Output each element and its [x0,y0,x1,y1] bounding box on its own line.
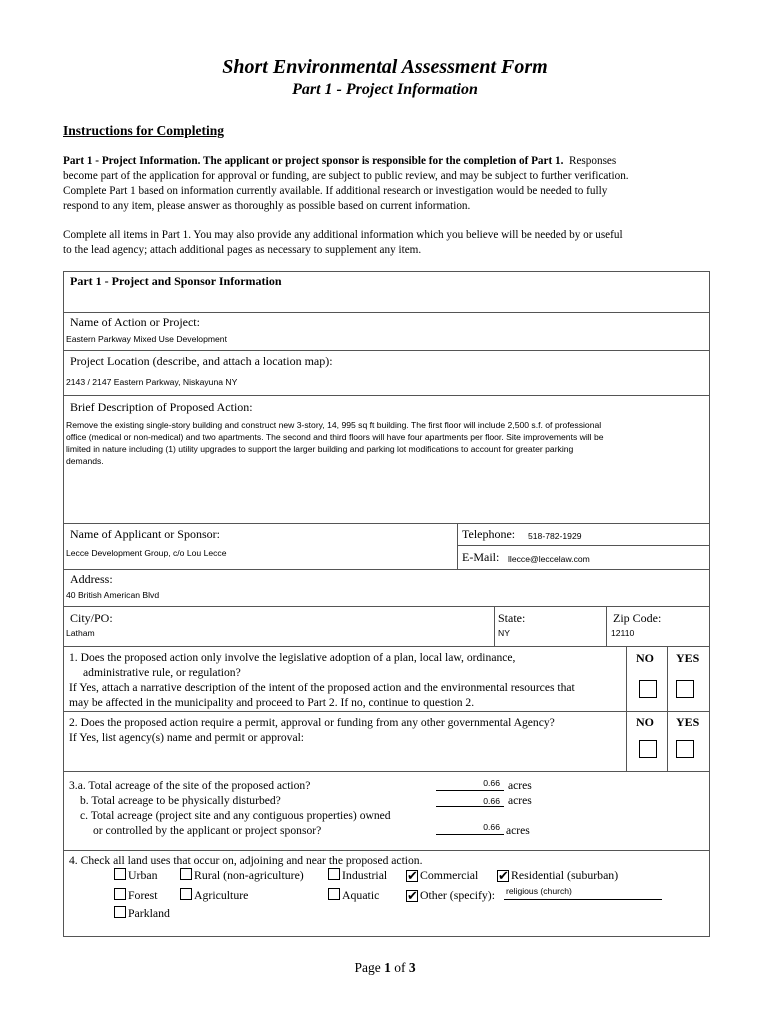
description-line: limited in nature including (1) utility upgrades to support the larger building and parking lot modifications to account for greater parking [66,444,574,454]
question-3a-text: 3.a. Total acreage of the site of the proposed action? [69,779,311,792]
acreage-b-value: 0.66 [483,796,500,806]
page-current: 1 [384,960,391,975]
other-label: Other (specify): [420,888,496,902]
parkland-label: Parkland [128,906,170,920]
check-mark-icon: ✔ [407,868,418,883]
form-subtitle: Part 1 - Project Information [292,81,478,98]
question-1 [69,650,625,710]
commercial-label: Commercial [420,868,479,882]
q2-yes-header: YES [676,715,700,729]
description-line: demands. [66,456,104,466]
zip-field[interactable]: 12110 [611,628,635,638]
description-label: Brief Description of Proposed Action: [70,400,253,414]
action-name-label: Name of Action or Project: [70,315,200,329]
commercial-checkbox[interactable] [406,870,418,882]
question-3 [69,778,439,838]
aquatic-label: Aquatic [342,888,380,902]
address-field[interactable]: 40 British American Blvd [66,590,160,600]
other-checkbox[interactable] [406,890,418,902]
zip-label: Zip Code: [613,611,662,625]
page-total: 3 [408,960,416,975]
instructions-text: respond to any item, please answer as thoroughly as possible based on current information. [63,200,471,212]
agriculture-label: Agriculture [194,888,249,902]
urban-label: Urban [128,868,158,882]
q1-yes-header: YES [676,651,700,665]
q2-yes-checkbox[interactable] [676,740,694,758]
instructions-paragraph-2 [63,228,713,258]
applicant-label: Name of Applicant or Sponsor: [70,527,220,541]
form-title: Short Environmental Assessment Form [222,56,548,78]
page-of: of [394,960,406,975]
residential-label: Residential (suburban) [511,868,619,882]
q2-no-header: NO [636,715,654,729]
question-1-text: administrative rule, or regulation? [83,666,241,679]
description-line: office (medical or non-medical) and two apartments. The second and third floors will have four apartments per floor. Site improvements will be [66,432,604,442]
land-use-urban[interactable] [114,868,157,883]
acreage-c-value: 0.66 [483,822,500,832]
email-label: E-Mail: [462,550,500,564]
project-location-field[interactable]: 2143 / 2147 Eastern Parkway, Niskayuna NY [66,377,238,387]
acreage-unit: acres [508,779,532,792]
acreage-a-field[interactable] [436,778,504,791]
aquatic-checkbox[interactable] [328,888,340,900]
question-1-text: If Yes, attach a narrative description of the intent of the proposed action and the environmental resources that [69,681,575,694]
check-mark-icon: ✔ [498,868,509,883]
acreage-c-field[interactable] [436,822,504,835]
city-field[interactable]: Latham [66,628,95,638]
q1-yes-checkbox[interactable] [676,680,694,698]
instructions-paragraph-1 [63,154,713,214]
instructions-text: become part of the application for approval or funding, are subject to public review, and may be subject to further verification. [63,170,629,182]
acreage-unit: acres [508,794,532,807]
land-use-residential[interactable] [497,868,618,883]
question-1-text: 1. Does the proposed action only involve the legislative adoption of a plan, local law, ordinance, [69,651,516,664]
question-3c-text: c. Total acreage (project site and any contiguous properties) owned [80,809,391,822]
action-name-field[interactable]: Eastern Parkway Mixed Use Development [66,334,227,344]
question-3b-text: b. Total acreage to be physically disturbed? [80,794,281,807]
rural-label: Rural (non-agriculture) [194,868,304,882]
forest-checkbox[interactable] [114,888,126,900]
question-1-text: may be affected in the municipality and proceed to Part 2. If no, continue to question 2. [69,696,475,709]
q1-no-header: NO [636,651,654,665]
acreage-b-field[interactable] [436,794,504,807]
project-location-label: Project Location (describe, and attach a location map): [70,354,333,368]
urban-checkbox[interactable] [114,868,126,880]
land-use-aquatic[interactable] [328,888,379,903]
question-2 [69,715,625,745]
question-2-text: 2. Does the proposed action require a permit, approval or funding from any other governmental Agency? [69,716,555,729]
email-field[interactable]: llecce@leccelaw.com [508,554,590,564]
question-4-text: 4. Check all land uses that occur on, adjoining and near the proposed action. [69,854,423,867]
rural-checkbox[interactable] [180,868,192,880]
state-field[interactable]: NY [498,628,510,638]
land-use-other[interactable] [406,888,495,903]
land-use-parkland[interactable] [114,906,170,921]
other-specify-value: religious (church) [506,886,572,896]
city-label: City/PO: [70,611,113,625]
section-heading: Part 1 - Project and Sponsor Information [70,274,282,288]
telephone-field[interactable]: 518-782-1929 [528,531,582,541]
parkland-checkbox[interactable] [114,906,126,918]
instructions-text: Complete Part 1 based on information currently available. If additional research or investigation would be needed to fully [63,185,608,197]
q2-no-checkbox[interactable] [639,740,657,758]
forest-label: Forest [128,888,158,902]
telephone-label: Telephone: [462,527,516,541]
land-use-industrial[interactable] [328,868,387,883]
check-mark-icon: ✔ [407,888,418,903]
other-specify-field[interactable] [504,886,662,900]
residential-checkbox[interactable] [497,870,509,882]
instructions-text: Complete all items in Part 1. You may also provide any additional information which you believe will be needed by or useful [63,229,623,241]
q1-no-checkbox[interactable] [639,680,657,698]
address-label: Address: [70,572,113,586]
agriculture-checkbox[interactable] [180,888,192,900]
land-use-rural[interactable] [180,868,304,883]
instructions-bold: Part 1 - Project Information. The applicant or project sponsor is responsible for the completion of Part 1. [63,155,564,167]
instructions-text: to the lead agency; attach additional pages as necessary to supplement any item. [63,244,422,256]
industrial-label: Industrial [342,868,388,882]
applicant-field[interactable]: Lecce Development Group, c/o Lou Lecce [66,548,227,558]
acreage-unit: acres [506,824,530,837]
industrial-checkbox[interactable] [328,868,340,880]
page-prefix: Page [354,960,381,975]
land-use-agriculture[interactable] [180,888,248,903]
description-field[interactable] [66,419,706,467]
land-use-commercial[interactable] [406,868,478,883]
question-2-text: If Yes, list agency(s) name and permit or approval: [69,731,305,744]
page-number [0,960,770,976]
description-line: Remove the existing single-story building and construct new 3-story, 14, 995 sq ft building. The first floor will include 2,500 s.f. of professional [66,420,602,430]
state-label: State: [498,611,526,625]
instructions-text: Responses [569,155,617,167]
acreage-a-value: 0.66 [483,778,500,788]
question-3c-text: or controlled by the applicant or project sponsor? [93,824,322,837]
land-use-forest[interactable] [114,888,158,903]
instructions-heading: Instructions for Completing [63,123,225,138]
